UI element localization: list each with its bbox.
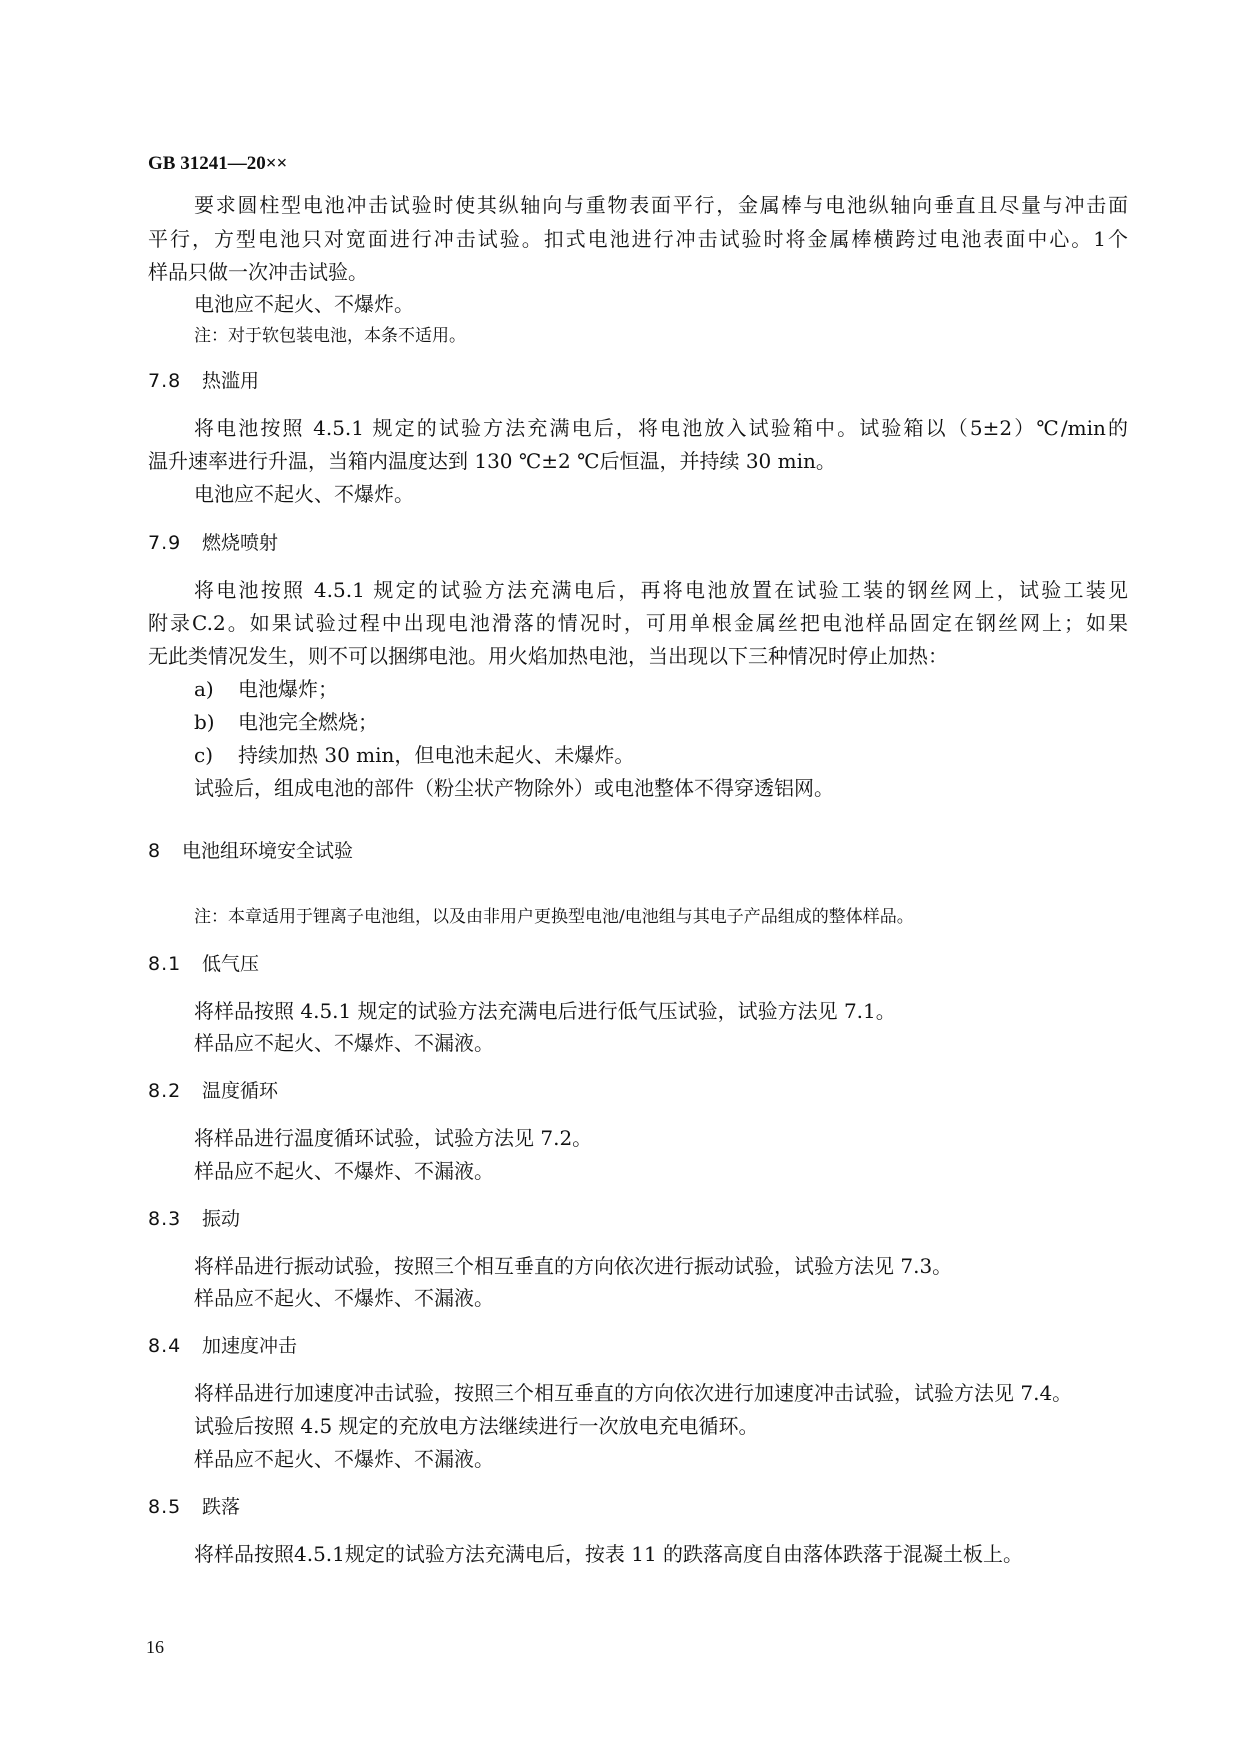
section-8-2-paragraph: 将样品进行温度循环试验，试验方法见 7.2。	[194, 1126, 593, 1150]
intro-requirement: 电池应不起火、不爆炸。	[194, 292, 414, 316]
intro-paragraph-line-3: 样品只做一次冲击试验。	[148, 260, 368, 284]
section-title: 跌落	[202, 1496, 241, 1518]
section-number: 7.8	[148, 370, 182, 392]
section-8-5-paragraph: 将样品按照4.5.1规定的试验方法充满电后，按表 11 的跌落高度自由落体跌落于混凝土板上。	[194, 1542, 1024, 1566]
section-7-9-requirement: 试验后，组成电池的部件（粉尘状产物除外）或电池整体不得穿透铝网。	[194, 776, 834, 800]
section-7-8-paragraph-line-2: 温升速率进行升温，当箱内温度达到 130 ℃±2 ℃后恒温，并持续 30 min。	[148, 449, 836, 473]
section-title: 温度循环	[202, 1080, 279, 1102]
page-number: 16	[146, 1637, 164, 1657]
section-title: 热滥用	[202, 370, 260, 392]
section-number: 8.1	[148, 953, 182, 975]
list-item-label: c)	[194, 743, 214, 767]
section-7-8-requirement: 电池应不起火、不爆炸。	[194, 482, 414, 506]
section-8-2-requirement: 样品应不起火、不爆炸、不漏液。	[194, 1159, 494, 1183]
section-title: 低气压	[202, 953, 260, 975]
intro-note: 注：对于软包装电池，本条不适用。	[194, 326, 466, 346]
section-number: 8.5	[148, 1496, 182, 1518]
section-number: 8.2	[148, 1080, 182, 1102]
list-item-text: 持续加热 30 min，但电池未起火、未爆炸。	[238, 743, 635, 767]
section-title: 加速度冲击	[202, 1335, 298, 1357]
section-8-3-paragraph: 将样品进行振动试验，按照三个相互垂直的方向依次进行振动试验，试验方法见 7.3。	[194, 1254, 953, 1278]
section-8-4-heading	[148, 1333, 1128, 1359]
list-item-text: 电池完全燃烧；	[238, 710, 378, 734]
section-8-1-heading	[148, 951, 1128, 977]
section-7-9-paragraph-line-2: 附录C.2。如果试验过程中出现电池滑落的情况时，可用单根金属丝把电池样品固定在钢丝网上；如果	[148, 611, 1128, 635]
section-8-1-requirement: 样品应不起火、不爆炸、不漏液。	[194, 1031, 494, 1055]
list-item	[194, 709, 1128, 735]
intro-paragraph-line-2: 平行，方型电池只对宽面进行冲击试验。扣式电池进行冲击试验时将金属棒横跨过电池表面中心。1个	[148, 227, 1128, 251]
section-8-2-heading	[148, 1078, 1128, 1104]
section-7-8-paragraph-line-1: 将电池按照 4.5.1 规定的试验方法充满电后，将电池放入试验箱中。试验箱以（5±2）℃/min的	[194, 416, 1128, 440]
chapter-8-heading	[148, 838, 1128, 864]
chapter-title: 电池组环境安全试验	[182, 840, 354, 862]
list-item-text: 电池爆炸；	[238, 677, 338, 701]
section-7-8-heading	[148, 368, 1128, 394]
section-7-9-paragraph-line-1: 将电池按照 4.5.1 规定的试验方法充满电后，再将电池放置在试验工装的钢丝网上，试验工装见	[194, 578, 1128, 602]
intro-paragraph-line-1: 要求圆柱型电池冲击试验时使其纵轴向与重物表面平行，金属棒与电池纵轴向垂直且尽量与冲击面	[194, 193, 1128, 217]
section-8-1-paragraph: 将样品按照 4.5.1 规定的试验方法充满电后进行低气压试验，试验方法见 7.1。	[194, 999, 896, 1023]
section-8-4-paragraph: 将样品进行加速度冲击试验，按照三个相互垂直的方向依次进行加速度冲击试验，试验方法见 7.4。	[194, 1381, 1073, 1405]
section-number: 8.3	[148, 1208, 182, 1230]
list-item-label: b)	[194, 710, 215, 734]
section-7-9-paragraph-line-3: 无此类情况发生，则不可以捆绑电池。用火焰加热电池，当出现以下三种情况时停止加热：	[148, 644, 948, 668]
section-7-9-heading	[148, 530, 1128, 556]
section-title: 振动	[202, 1208, 241, 1230]
chapter-8-note: 注：本章适用于锂离子电池组，以及由非用户更换型电池/电池组与其电子产品组成的整体样品。	[194, 907, 914, 927]
section-number: 7.9	[148, 532, 182, 554]
standard-number: GB 31241—20××	[148, 153, 288, 174]
list-item-label: a)	[194, 677, 214, 701]
section-8-3-heading	[148, 1206, 1128, 1232]
section-8-3-requirement: 样品应不起火、不爆炸、不漏液。	[194, 1286, 494, 1310]
section-number: 8.4	[148, 1335, 182, 1357]
list-item	[194, 676, 1128, 702]
section-title: 燃烧喷射	[202, 532, 279, 554]
section-8-5-heading	[148, 1494, 1128, 1520]
chapter-number: 8	[148, 840, 162, 862]
section-8-4-cycle-note: 试验后按照 4.5 规定的充放电方法继续进行一次放电充电循环。	[194, 1414, 759, 1438]
list-item	[194, 742, 1128, 768]
section-8-4-requirement: 样品应不起火、不爆炸、不漏液。	[194, 1447, 494, 1471]
